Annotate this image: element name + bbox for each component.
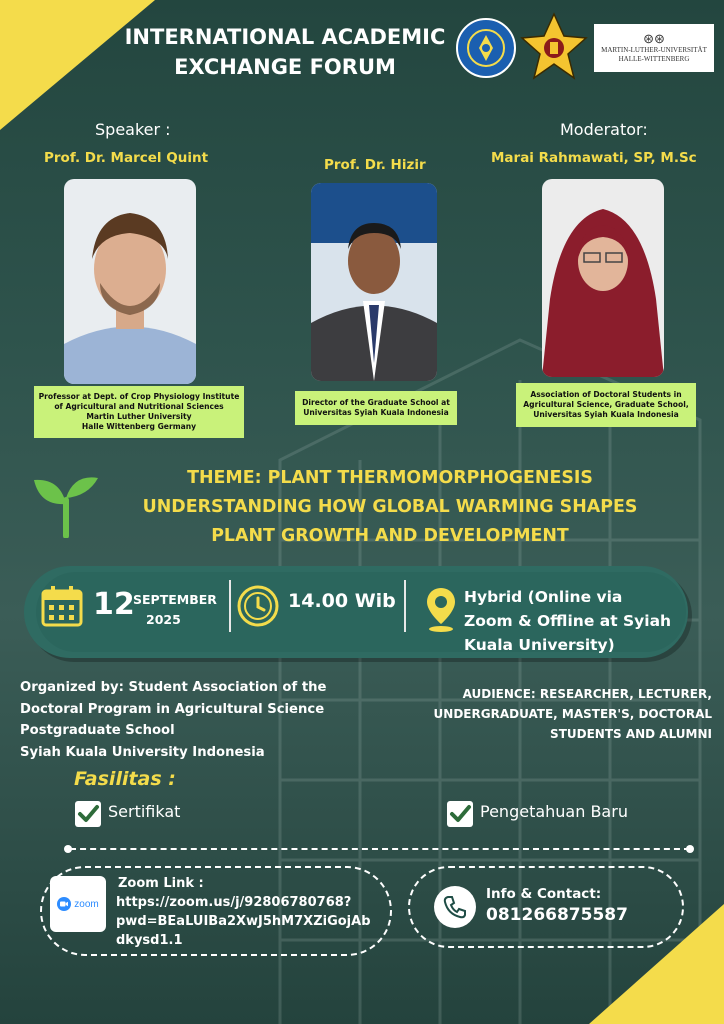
checkbox-checked-icon <box>75 801 101 827</box>
organizer-line1: Organized by: Student Association of the <box>20 680 327 695</box>
moderator-name: Marai Rahmawati, SP, M.Sc <box>491 150 697 166</box>
zoom-link-url-line2[interactable]: pwd=BEaLUIBa2XwJ5hM7XZiGojAb <box>116 914 371 929</box>
theme-line2: UNDERSTANDING HOW GLOBAL WARMING SHAPES <box>142 497 638 517</box>
event-year: 2025 <box>146 612 181 627</box>
audience-line1: AUDIENCE: RESEARCHER, LECTURER, <box>462 687 712 701</box>
audience-line2: UNDERGRADUATE, MASTER'S, DOCTORAL <box>433 707 712 721</box>
contact-phone-number[interactable]: 081266875587 <box>486 905 628 925</box>
calendar-icon <box>40 584 84 628</box>
ministry-emblem-icon <box>466 28 506 68</box>
speaker1-caption-line: Professor at Dept. of Crop Physiology Institute <box>38 392 240 401</box>
speaker2-caption-line: Director of the Graduate School at <box>302 398 450 407</box>
contact-label: Info & Contact: <box>486 886 602 902</box>
organizer-line4: Syiah Kuala University Indonesia <box>20 744 265 760</box>
moderator-caption <box>516 383 696 427</box>
martin-luther-university-logo <box>594 24 714 72</box>
event-month: SEPTEMBER <box>133 592 217 607</box>
moderator-caption-line: Association of Doctoral Students in <box>530 390 682 399</box>
speaker2-name: Prof. Dr. Hizir <box>324 157 426 173</box>
dashed-divider <box>70 848 690 850</box>
moderator-caption-line: Agricultural Science, Graduate School, <box>523 400 689 409</box>
event-location-line1: Hybrid (Online via <box>464 588 623 606</box>
university-seal-icon: ⊛⊛ <box>643 31 665 46</box>
theme-heading <box>110 464 670 551</box>
facility-item-certificate: Sertifikat <box>108 802 181 821</box>
zoom-logo <box>50 876 106 932</box>
university-name-line2: HALLE-WITTENBERG <box>618 55 690 63</box>
speaker2-portrait-icon <box>311 183 437 381</box>
event-time: 14.00 Wib <box>288 590 396 612</box>
checkbox-checked-icon <box>447 801 473 827</box>
speaker1-portrait-icon <box>64 179 196 384</box>
organizer-line2: Doctoral Program in Agricultural Science <box>20 701 325 717</box>
audience-info <box>404 684 712 744</box>
moderator-portrait-icon <box>542 179 664 377</box>
speaker-role-label: Speaker : <box>95 120 171 139</box>
phone-icon <box>434 886 476 928</box>
location-pin-icon <box>424 586 458 634</box>
theme-line3: PLANT GROWTH AND DEVELOPMENT <box>211 526 569 546</box>
speaker2-caption-line: Universitas Syiah Kuala Indonesia <box>303 408 449 417</box>
sprout-icon <box>30 466 102 538</box>
speaker1-caption-line: Halle Wittenberg Germany <box>81 422 197 431</box>
facility-item-new-knowledge: Pengetahuan Baru <box>480 802 628 821</box>
moderator-photo <box>542 179 664 377</box>
speaker1-photo <box>64 179 196 384</box>
speaker2-caption <box>295 391 457 425</box>
moderator-caption-line: Universitas Syiah Kuala Indonesia <box>533 410 679 419</box>
divider-dot <box>686 845 694 853</box>
speaker1-name: Prof. Dr. Marcel Quint <box>44 150 209 166</box>
info-divider <box>229 580 231 632</box>
event-title-line2: EXCHANGE FORUM <box>174 55 396 79</box>
clock-icon <box>236 584 280 628</box>
facilities-heading: Fasilitas : <box>74 768 176 790</box>
zoom-camera-icon <box>57 897 71 911</box>
speaker2-photo <box>311 183 437 381</box>
university-name-line1: MARTIN-LUTHER-UNIVERSITÄT <box>601 46 707 54</box>
speaker1-caption-line: of Agricultural and Nutritional Sciences <box>54 402 224 411</box>
theme-line1: THEME: PLANT THERMOMORPHOGENESIS <box>187 468 593 488</box>
event-location <box>464 585 684 657</box>
zoom-wordmark: zoom <box>74 898 99 910</box>
event-location-line3: Kuala University) <box>464 636 615 654</box>
zoom-link-text <box>116 874 386 950</box>
syiah-kuala-university-logo <box>520 12 588 80</box>
organizer-info <box>20 677 380 763</box>
ministry-logo <box>456 18 516 78</box>
info-divider <box>404 580 406 632</box>
zoom-link-label: Zoom Link : <box>118 876 204 891</box>
zoom-link-url-line1[interactable]: https://zoom.us/j/92806780768? <box>116 895 352 910</box>
speaker1-caption-line: Martin Luther University <box>86 412 192 421</box>
moderator-role-label: Moderator: <box>560 120 648 139</box>
audience-line3: STUDENTS AND ALUMNI <box>550 727 712 741</box>
organizer-line3: Postgraduate School <box>20 723 175 738</box>
event-location-line2: Zoom & Offline at Syiah <box>464 612 672 630</box>
speaker1-caption <box>34 386 244 438</box>
event-day: 12 <box>93 587 135 622</box>
event-title <box>100 22 470 82</box>
divider-dot <box>64 845 72 853</box>
event-title-line1: INTERNATIONAL ACADEMIC <box>124 25 446 49</box>
zoom-link-url-line3[interactable]: dkysd1.1 <box>116 933 183 948</box>
